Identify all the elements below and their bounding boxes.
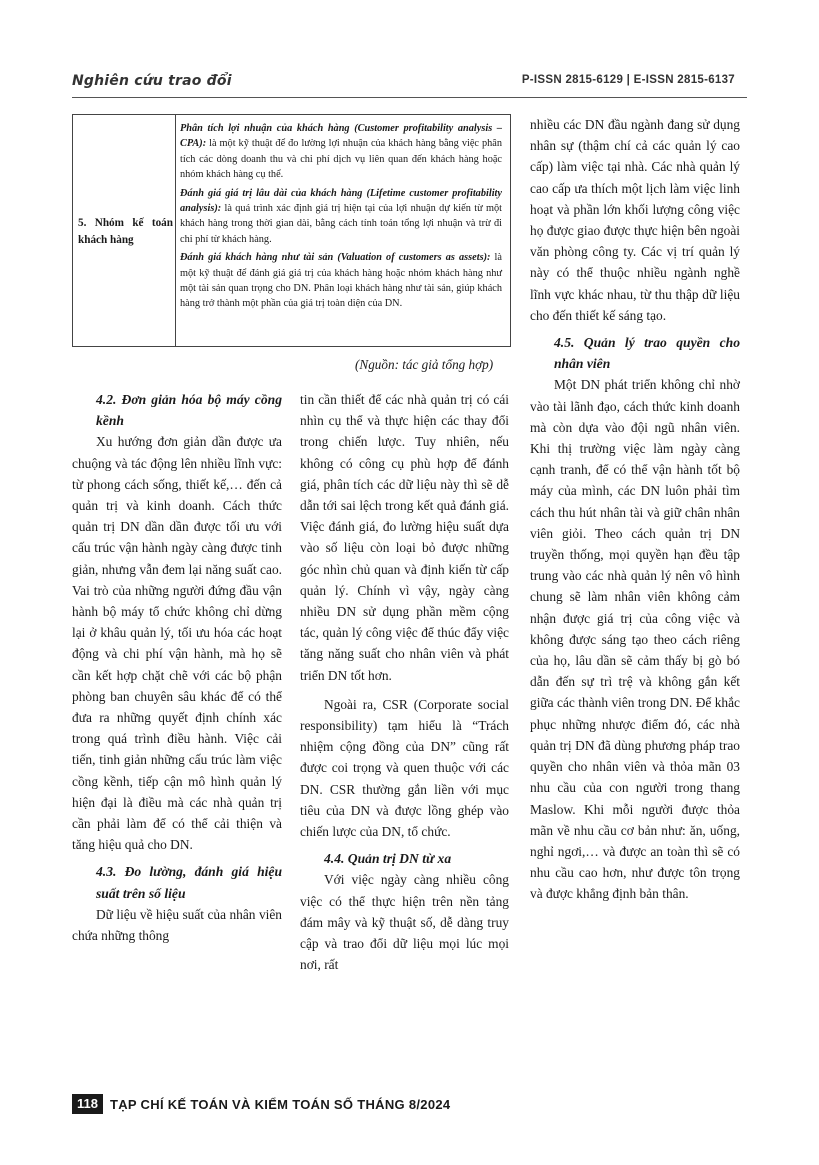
table-content-cell (180, 121, 502, 315)
body-paragraph: Ngoài ra, CSR (Corporate social responsibility) tạm hiểu là “Trách nhiệm cộng đồng của DN” cũng rất được coi trọng và quen thuộc với các DN. CSR thường gắn liền với mục tiêu của DN và được lồng ghép vào chiến lược của DN, tổ chức. (300, 696, 509, 840)
table-item-term: Đánh giá giá trị lâu dài của khách hàng (Lifetime customer profitability analysis): (180, 187, 502, 215)
running-header-section: Nghiên cứu trao đổi (72, 73, 232, 89)
section-heading-4-4: 4.4. Quản trị DN từ xa (324, 851, 452, 867)
section-heading-4-2: 4.2. Đơn giản hóa bộ máy cồng kềnh (96, 392, 282, 429)
text-column-3 (530, 114, 740, 905)
table-item-text: là quá trình xác định giá trị hiện tại của lợi nhuận dự kiến từ một khách hàng trong thời gian dài, bằng cách tính toán tổng lợi nhuận và trừ đi chi phí từ khách hàng. (180, 203, 502, 245)
section-heading-4-5: 4.5. Quản lý trao quyền cho nhân viên (554, 335, 740, 372)
table-source-note: (Nguồn: tác giả tổng hợp) (355, 357, 494, 372)
table-category-label: 5. Nhóm kế toán khách hàng (78, 217, 173, 246)
table-item-text: là một kỹ thuật để đánh giá giá trị của khách hàng hoặc nhóm khách hàng như một tài sản quan trọng cho DN. Phân loại khách hàng như tài sản, giúp khách hàng trở thành một phần của giá trị toàn diện của DN. (180, 252, 502, 310)
table-category-cell (73, 115, 176, 346)
body-paragraph: nhiều các DN đầu ngành đang sử dụng nhân sự (thậm chí cả các quản lý cao cấp) làm việc tại nhà. Các nhà quản lý cao cấp ưa thích một lịch làm việc linh hoạt và phần lớn khối lượng công việc họ được giao được thực hiện bên ngoài văn phòng công ty. Các vị trí quản lý này có thể thuộc nhiều ngành nghề lĩnh vực khác nhau, từ thu thập dữ liệu cho đến thiết kế sáng tạo. (530, 117, 740, 323)
body-paragraph: Với việc ngày càng nhiều công việc có thể thực hiện trên nền tảng đám mây và kỹ thuật số, dễ dàng truy cập và trao đổi dữ liệu mọi lúc mọi nơi, rất (300, 872, 509, 973)
page-footer (72, 1094, 450, 1114)
section-heading-4-3: 4.3. Đo lường, đánh giá hiệu suất trên số liệu (96, 864, 282, 901)
text-column-2 (300, 389, 509, 975)
table-item-term: Phân tích lợi nhuận của khách hàng (Customer profitability analysis – CPA): (180, 123, 502, 150)
table-item (180, 186, 502, 248)
running-header-issn: P-ISSN 2815-6129 | E-ISSN 2815-6137 (521, 74, 735, 86)
table-item-term: Đánh giá khách hàng như tài sản (Valuation of customers as assets): (180, 252, 491, 264)
text-column-1 (72, 389, 282, 946)
body-paragraph: Xu hướng đơn giản dần được ưa chuộng và tác động lên nhiều lĩnh vực: từ phong cách sống, thiết kế,… đến cả quản trị và kinh doanh. Cách thức quản trị DN dần dần được tối ưu với cấu trúc vận hành ngày càng được tinh giản, nhưng vẫn đem lại năng suất cao. Vai trò của những người đứng đầu vận hành bộ máy tổ chức không chỉ dừng lại ở khâu quản lý, tối ưu hóa các hoạt động và chi phí vận hành, mà họ sẽ cần kết hợp chặt chẽ với các bộ phận phòng ban chuyên sâu khác để có thể đưa ra những quyết định chính xác trong quá trình điều hành. Việc cải tiến, tinh giản những cấu trúc làm việc cồng kềnh, tiếp cận mô hình quản lý hiện đại là điều mà các nhà quản trị cần phải làm để có thể cải thiện và tăng hiệu quả cho DN. (72, 434, 282, 853)
table-item (180, 250, 502, 312)
page-number: 118 (72, 1094, 103, 1114)
header-rule (72, 97, 747, 98)
body-paragraph: tin cần thiết để các nhà quản trị có cái nhìn cụ thể và thực hiện các thay đổi trong chiến lược. Tuy nhiên, nếu không có công cụ phù hợp để đánh giá, phân tích các dữ liệu này thì sẽ dễ dẫn tới sai lệch trong kết quả đánh giá. Việc đánh giá, đo lường hiệu suất dựa vào số liệu còn loại bỏ được những góc nhìn chủ quan và định kiến từ cấp quản lý. Chính vì vậy, ngày càng nhiều DN sử dụng phần mềm cộng tác, quản lý công việc để thúc đẩy việc tăng năng suất cho nhân viên và phát triển DN tốt hơn. (300, 392, 509, 683)
table-item (180, 121, 502, 183)
journal-title: TẠP CHÍ KẾ TOÁN VÀ KIỂM TOÁN SỐ THÁNG 8/2024 (109, 1096, 451, 1112)
body-paragraph: Một DN phát triển không chỉ nhờ vào tài lãnh đạo, cách thức kinh doanh mà còn dựa vào đội ngũ nhân viên. Khi thị trường việc làm ngày càng cạnh tranh, để có thể vận hành tốt bộ máy của mình, các DN luôn phải tìm cách thu hút nhân tài và giữ chân nhân viên giỏi. Theo cách quản trị DN truyền thống, mọi quyền hạn đều tập trung vào các nhà quản lý nên vô hình chung sẽ làm nhân viên không cảm nhận được giá trị của công việc và không được sáng tạo theo cách riêng của họ, lâu dần sẽ cảm thấy bị gò bó dẫn đến sự trì trệ và không gắn kết giữa các thành viên trong DN. Để khắc phục những nhược điểm đó, các nhà quản trị DN đã dùng phương pháp trao quyền cho nhân viên và thỏa mãn 03 nhu cầu của con người trong thang Maslow. Khi mỗi người được thỏa mãn về nhu cầu cơ bản như: ăn, uống, nghỉ ngơi,… và được an toàn thì sẽ có nhu cầu cao hơn, như được tôn trọng và được khẳng định bản thân. (530, 377, 740, 902)
table-item-text: là một kỹ thuật để đo lường lợi nhuận của khách hàng bằng việc phân tích các dòng doanh thu và chi phí dịch vụ liên quan đến khách hàng hoặc nhóm khách hàng cụ thể. (180, 138, 502, 181)
summary-table (72, 114, 511, 347)
body-paragraph: Dữ liệu về hiệu suất của nhân viên chứa những thông (72, 906, 282, 944)
